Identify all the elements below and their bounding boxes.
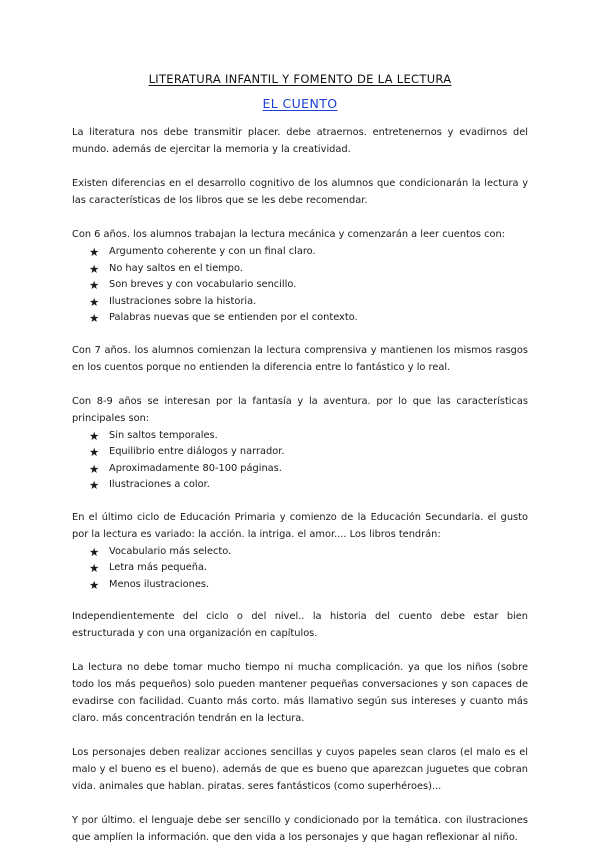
list-item <box>72 294 528 311</box>
list-item <box>72 244 528 261</box>
star-bullet-icon: ★ <box>89 245 100 259</box>
paragraph-characters: Los personajes deben realizar acciones sencillas y cuyos papeles sean claros (el malo es el malo y el bueno es el bueno). además de que es bueno que aparezcan juguetes que cobran vida. animales que hablan. piratas. seres fantásticos (como superhéroes)... <box>72 747 528 792</box>
star-bullet-icon: ★ <box>89 478 100 492</box>
list-item <box>72 428 528 445</box>
list-item-text: Menos ilustraciones. <box>109 578 210 590</box>
page-title: LITERATURA INFANTIL Y FOMENTO DE LA LECTURA <box>148 72 452 86</box>
list-item <box>72 477 528 494</box>
list-eight-nine-years <box>72 428 528 494</box>
star-bullet-icon: ★ <box>89 561 100 575</box>
list-item <box>72 310 528 327</box>
star-bullet-icon: ★ <box>89 294 100 309</box>
list-last-cycle <box>72 544 528 594</box>
paragraph-intro: La literatura nos debe transmitir placer. debe atraernos. entretenernos y evadirnos del mundo. además de ejercitar la memoria y la creatividad. <box>72 127 528 155</box>
list-item-text: Sin saltos temporales. <box>109 429 218 441</box>
list-item-text: Vocabulario más selecto. <box>109 545 232 557</box>
list-item-text: Letra más pequeña. <box>109 562 208 573</box>
list-item-text: Aproximadamente 80-100 páginas. <box>109 462 282 474</box>
list-item-text: No hay saltos en el tiempo. <box>109 262 243 274</box>
list-six-years <box>72 244 528 327</box>
paragraph-differences: Existen diferencias en el desarrollo cognitivo de los alumnos que condicionarán la lectura y las características de los libros que se les debe recomendar. <box>72 178 528 206</box>
star-bullet-icon: ★ <box>89 445 100 459</box>
paragraph-six-years: Con 6 años. los alumnos trabajan la lectura mecánica y comenzarán a leer cuentos con: <box>72 229 505 240</box>
list-item-text: Argumento coherente y con un final claro. <box>109 246 316 257</box>
paragraph-last-cycle: En el último ciclo de Educación Primaria y comienzo de la Educación Secundaria. el gusto por la lectura es variado: la acción. la intriga. el amor.... Los libros tendrán: <box>72 511 528 540</box>
star-bullet-icon: ★ <box>89 544 100 559</box>
paragraph-eight-nine-years: Con 8-9 años se interesan por la fantasía y la aventura. por lo que las características principales son: <box>72 395 528 424</box>
section-subtitle: EL CUENTO <box>262 96 338 111</box>
list-item-text: Palabras nuevas que se entienden por el contexto. <box>109 312 358 323</box>
list-item-text: Son breves y con vocabulario sencillo. <box>109 279 297 290</box>
list-item-text: Ilustraciones a color. <box>109 479 210 490</box>
paragraph-reading-length: La lectura no debe tomar mucho tiempo ni mucha complicación. ya que los niños (sobre todo los más pequeños) solo pueden mantener pequeñas conversaciones y son capaces de evadirse con facilidad. Cuanto más corto. más llamativo según sus intereses y cuanto más claro. más concentración tendrán en la lectura. <box>72 662 528 724</box>
paragraph-structure: Independientemente del ciclo o del nivel.. la historia del cuento debe estar bien estructurada y con una organización en capítulos. <box>72 611 528 639</box>
list-item-text: Equilibrio entre diálogos y narrador. <box>109 446 285 457</box>
list-item <box>72 444 528 461</box>
star-bullet-icon: ★ <box>89 278 100 292</box>
list-item <box>72 544 528 561</box>
star-bullet-icon: ★ <box>89 261 100 276</box>
paragraph-language: Y por último. el lenguaje debe ser sencillo y condicionado por la temática. con ilustraciones que amplíen la información. que den vida a los personajes y que hagan reflexionar al niño. <box>72 815 528 843</box>
star-bullet-icon: ★ <box>89 311 100 325</box>
star-bullet-icon: ★ <box>89 428 100 443</box>
star-bullet-icon: ★ <box>89 577 100 592</box>
star-bullet-icon: ★ <box>89 461 100 476</box>
list-item <box>72 577 528 594</box>
list-item <box>72 461 528 478</box>
list-item-text: Ilustraciones sobre la historia. <box>109 295 257 307</box>
list-item <box>72 261 528 278</box>
list-item <box>72 560 528 577</box>
paragraph-seven-years: Con 7 años. los alumnos comienzan la lectura comprensiva y mantienen los mismos rasgos en los cuentos porque no entienden la diferencia entre lo fantástico y lo real. <box>72 344 528 373</box>
list-item <box>72 277 528 294</box>
document-body <box>72 124 528 863</box>
